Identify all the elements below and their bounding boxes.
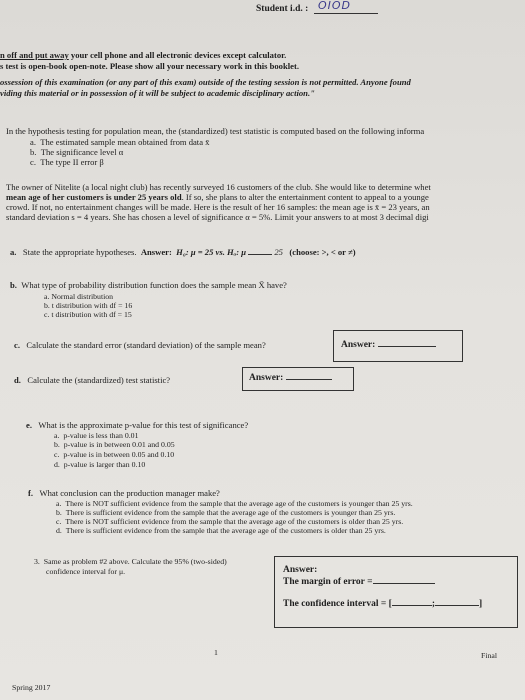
answer-box-d[interactable] <box>242 367 354 391</box>
rules-line-4: viding this material or in possession of it will be subject to academic disciplinary action." <box>0 88 315 98</box>
answer-3-label: Answer: <box>283 565 318 575</box>
question-b-option-a: a. Normal distribution <box>44 292 114 301</box>
scenario-line-4: standard deviation s = 4 years. She has chosen a level of significance α = 5%. Limit your answers to at most 3 decimal digi <box>6 212 429 222</box>
answer-c-label: Answer: <box>341 340 436 350</box>
question-3-line-1: 3. Same as problem #2 above. Calculate the 95% (two-sided) <box>34 557 227 566</box>
question-b-option-c: c. t distribution with df = 15 <box>44 310 132 319</box>
question-e-option-d: d. p-value is larger than 0.10 <box>54 460 146 469</box>
footer-page-number: 1 <box>214 648 218 657</box>
scenario-line-2: mean age of her customers is under 25 years old. If so, she plans to alter the entertainment content to appeal to a younge <box>6 192 429 202</box>
question-e-option-a: a. p-value is less than 0.01 <box>54 431 139 440</box>
answer-d-label: Answer: <box>249 373 332 383</box>
margin-of-error-blank[interactable] <box>373 583 435 584</box>
question-b-option-b: b. t distribution with df = 16 <box>44 301 133 310</box>
answer-d-blank <box>286 379 332 380</box>
question-e-option-b: b. p-value is in between 0.01 and 0.05 <box>54 440 175 449</box>
ci-upper-blank[interactable] <box>435 605 479 606</box>
hypothesis-sign-blank[interactable] <box>248 254 272 255</box>
margin-of-error-row: The margin of error = <box>283 577 435 587</box>
answer-box-c[interactable] <box>333 330 463 362</box>
student-id-line <box>314 13 378 14</box>
question-f-option-d: d. There is sufficient evidence from the sample that the average age of the customers is older than 25 yrs. <box>56 526 386 535</box>
scenario-line-1: The owner of Nitelite (a local night club) has recently surveyed 16 customers of the club. She would like to determine whet <box>6 182 431 192</box>
student-id-value: OIOD <box>318 0 352 12</box>
question-f-option-b: b. There is sufficient evidence from the sample that the average age of the customers is younger than 25 yrs. <box>56 508 396 517</box>
intro-option-b: b. The significance level α <box>30 147 124 157</box>
confidence-interval-row: The confidence interval = [ ; ] <box>283 599 483 609</box>
question-a: a. State the appropriate hypotheses. Answer: H₀: μ = 25 vs. Hₐ: μ 25 (choose: >, < or ≠) <box>10 247 356 257</box>
student-id-label: Student i.d. : <box>256 4 309 14</box>
question-f: f. What conclusion can the production manager make? <box>28 488 220 498</box>
intro-option-c: c. The type II error β <box>30 157 104 167</box>
answer-box-3[interactable] <box>274 556 518 628</box>
question-f-option-a: a. There is NOT sufficient evidence from the sample that the average age of the customers is younger than 25 yrs. <box>56 499 413 508</box>
scenario-line-3: crowd. If not, no entertainment changes will be made. Here is the result of her 16 samples: the mean age is x̄ = 23 years, an <box>6 202 430 212</box>
rules-line-3: ossession of this examination (or any part of this exam) outside of the testing session is not permitted. Anyone found <box>0 77 411 87</box>
question-c: c. Calculate the standard error (standard deviation) of the sample mean? <box>14 340 266 350</box>
intro-option-a: a. The estimated sample mean obtained from data x̄ <box>30 137 210 147</box>
ci-lower-blank[interactable] <box>392 605 432 606</box>
footer-final: Final <box>481 651 498 660</box>
question-3-line-2: confidence interval for μ. <box>46 567 126 576</box>
question-e: e. What is the approximate p-value for this test of significance? <box>26 420 249 430</box>
question-d: d. Calculate the (standardized) test statistic? <box>14 375 171 385</box>
question-e-option-c: c. p-value is in between 0.05 and 0.10 <box>54 450 175 459</box>
rules-line-2: s test is open-book open-note. Please show all your necessary work in this booklet. <box>0 61 299 71</box>
intro-question-text: In the hypothesis testing for population mean, the (standardized) test statistic is computed based on the following informa <box>6 126 425 136</box>
answer-c-blank <box>378 346 436 347</box>
footer-term: Spring 2017 <box>12 683 51 692</box>
question-b: b. What type of probability distribution function does the sample mean X̄ have? <box>10 280 287 290</box>
question-f-option-c: c. There is NOT sufficient evidence from the sample that the average age of the customers is older than 25 yrs. <box>56 517 404 526</box>
rules-line-1: n off and put away your cell phone and all electronic devices except calculator. <box>0 50 287 60</box>
